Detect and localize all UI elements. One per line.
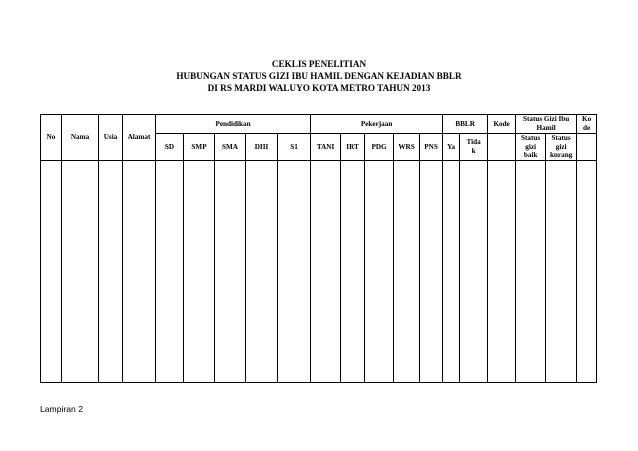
cell-nama <box>62 160 99 382</box>
header-pendidikan: Pendidikan <box>156 115 311 134</box>
header-s1: S1 <box>278 134 311 161</box>
heading-title: CEKLIS PENELITIAN <box>271 59 367 69</box>
tidak-label-1: Tida <box>466 138 481 147</box>
header-status-gizi-baik <box>516 134 546 161</box>
cell-tani <box>311 160 341 382</box>
cell-status-gizi-baik <box>516 160 546 382</box>
cell-wrs <box>394 160 420 382</box>
cell-sd <box>156 160 184 382</box>
cell-alamat <box>123 160 156 382</box>
cell-pdg <box>365 160 394 382</box>
status-gizi-label-1: Status Gizi Ibu <box>522 115 570 124</box>
header-wrs: WRS <box>394 134 420 161</box>
cell-s1 <box>278 160 311 382</box>
tidak-label-2: k <box>471 146 476 155</box>
checklist-table <box>40 114 597 383</box>
header-sd: SD <box>156 134 184 161</box>
header-smp: SMP <box>184 134 215 161</box>
kurang-label-1: Status <box>551 134 571 142</box>
kurang-label-2: gizi <box>555 142 567 151</box>
header-kode-2-sub <box>577 134 597 161</box>
cell-usia <box>99 160 123 382</box>
footer-label: Lampiran 2 <box>40 404 83 414</box>
header-kode-2 <box>577 115 597 134</box>
baik-label-1: Status <box>521 134 541 142</box>
baik-label-2: gizi <box>525 142 537 151</box>
header-irt: IRT <box>341 134 365 161</box>
kurang-label-3: kurang <box>549 151 573 160</box>
header-pns: PNS <box>420 134 443 161</box>
header-status-gizi-kurang <box>546 134 577 161</box>
header-tidak <box>460 134 488 161</box>
cell-pns <box>420 160 443 382</box>
cell-ya <box>443 160 460 382</box>
header-diii: DIII <box>246 134 278 161</box>
header-alamat: Alamat <box>123 115 156 161</box>
cell-tidak <box>460 160 488 382</box>
header-sma: SMA <box>215 134 246 161</box>
cell-irt <box>341 160 365 382</box>
heading-subtitle: HUBUNGAN STATUS GIZI IBU HAMIL DENGAN KEJADIAN BBLR <box>176 71 462 82</box>
table-row <box>41 160 597 382</box>
baik-label-3: baik <box>523 151 538 160</box>
header-pdg: PDG <box>365 134 394 161</box>
header-kode-sub <box>488 134 516 161</box>
header-kode: Kode <box>488 115 516 134</box>
document-heading <box>0 58 638 95</box>
cell-status-gizi-kurang <box>546 160 577 382</box>
header-status-gizi <box>516 115 577 134</box>
cell-sma <box>215 160 246 382</box>
header-ya: Ya <box>443 134 460 161</box>
kode-2-label-2: de <box>583 124 591 132</box>
cell-no <box>41 160 62 382</box>
header-usia: Usia <box>99 115 123 161</box>
status-gizi-label-2: Hamil <box>536 124 556 132</box>
header-bblr: BBLR <box>443 115 488 134</box>
header-nama: Nama <box>62 115 99 161</box>
cell-kode <box>488 160 516 382</box>
heading-location: DI RS MARDI WALUYO KOTA METRO TAHUN 2013 <box>207 83 431 94</box>
header-tani: TANI <box>311 134 341 161</box>
cell-diii <box>246 160 278 382</box>
header-pekerjaan: Pekerjaan <box>311 115 443 134</box>
kode-2-label-1: Ko <box>582 115 592 124</box>
header-no: No <box>41 115 62 161</box>
cell-kode-2 <box>577 160 597 382</box>
cell-smp <box>184 160 215 382</box>
